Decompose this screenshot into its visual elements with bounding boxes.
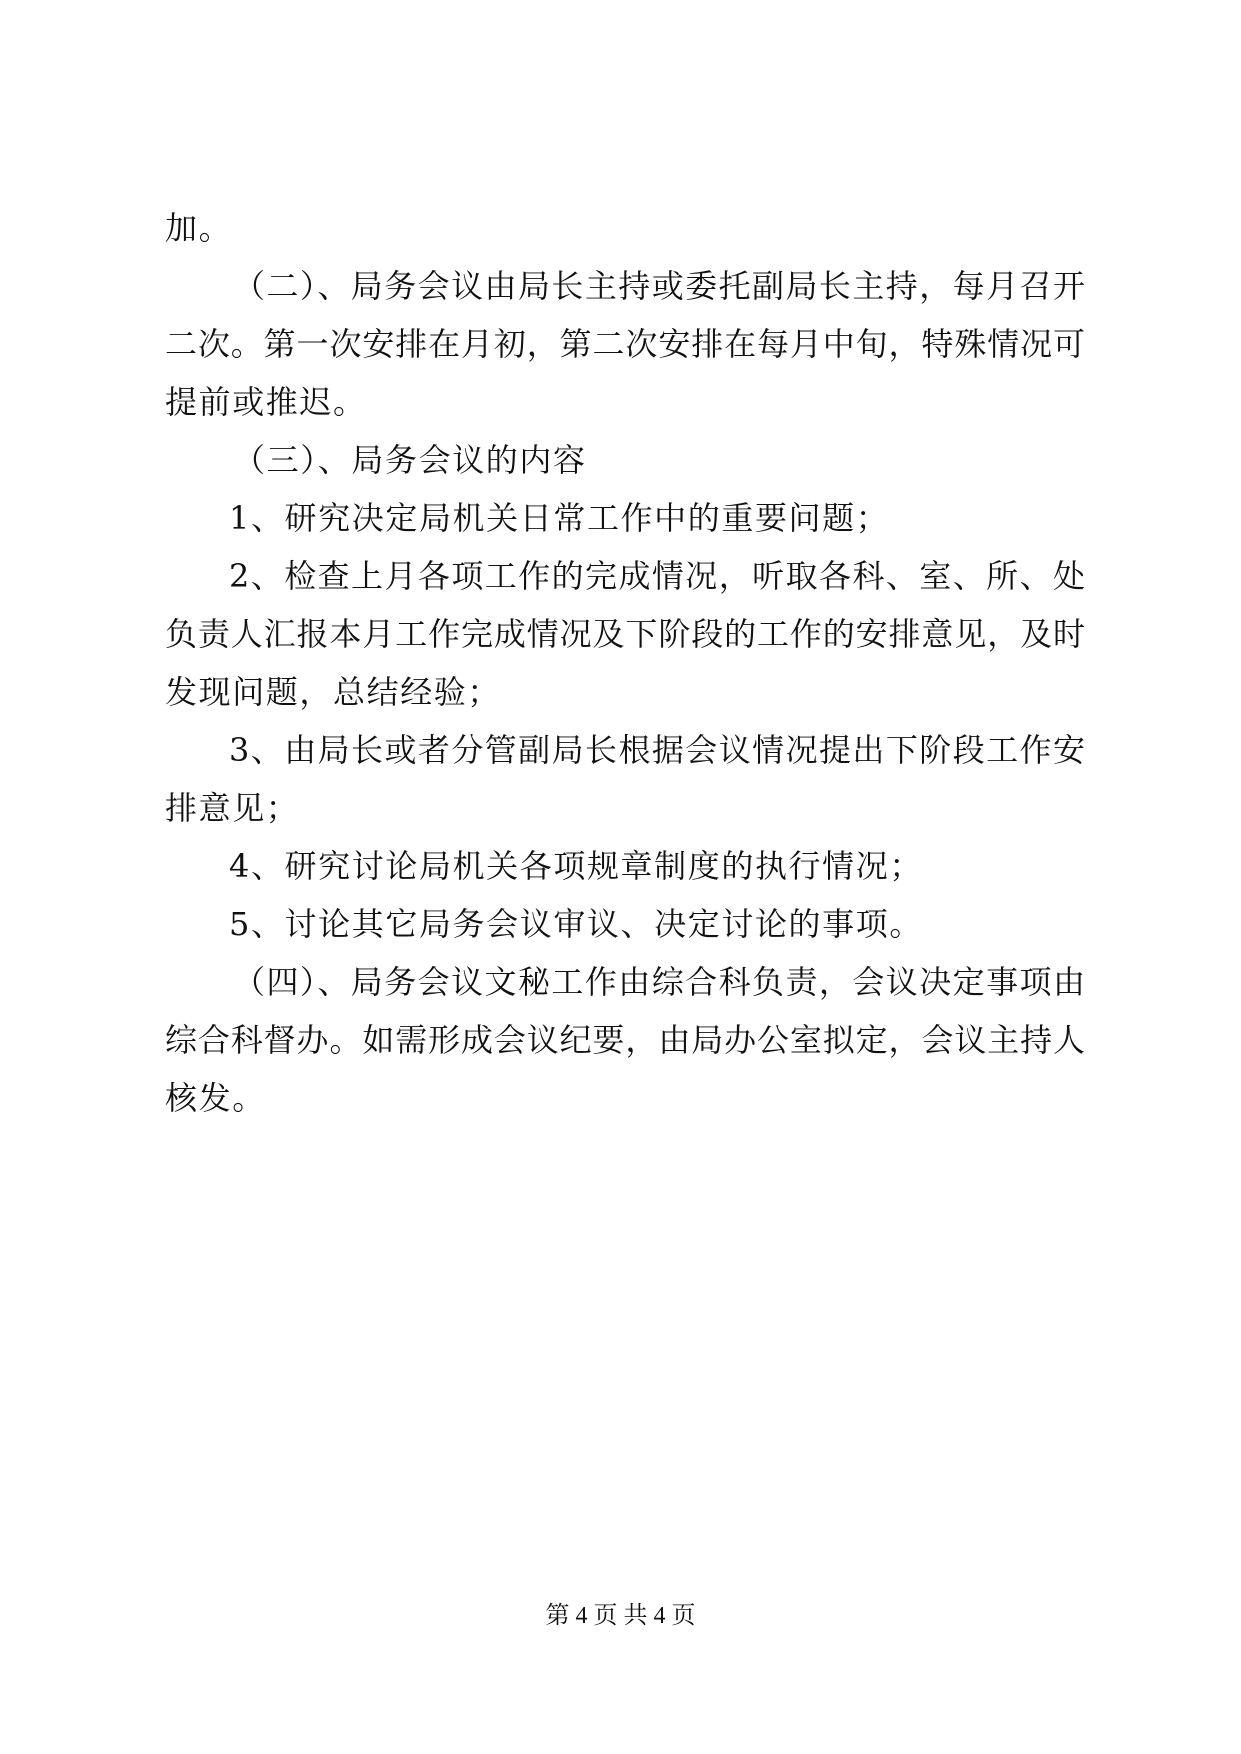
paragraph-line: 发现问题，总结经验； (165, 673, 502, 711)
paragraph-line: （四）、局务会议文秘工作由综合科负责，会议决定事项由 (233, 963, 1085, 1001)
list-item: 1、研究决定局机关日常工作中的重要问题； (229, 499, 890, 537)
paragraph-line: （二）、局务会议由局长主持或委托副局长主持，每月召开 (233, 267, 1085, 305)
paragraph-line: 二次。第一次安排在月初，第二次安排在每月中旬，特殊情况可 (165, 325, 1085, 363)
section-heading: （三）、局务会议的内容 (233, 441, 587, 479)
paragraph-line: 负责人汇报本月工作完成情况及下阶段的工作的安排意见，及时 (165, 615, 1085, 653)
list-item: 5、讨论其它局务会议审议、决定讨论的事项。 (229, 905, 923, 943)
paragraph-line: 核发。 (165, 1079, 266, 1117)
list-item: 4、研究讨论局机关各项规章制度的执行情况； (229, 847, 923, 885)
page-number-footer: 第 4 页 共 4 页 (545, 1603, 696, 1629)
list-item: 2、检查上月各项工作的完成情况，听取各科、室、所、处 (229, 557, 1085, 595)
paragraph-line: 提前或推迟。 (165, 383, 367, 421)
paragraph-line: 排意见； (165, 789, 300, 827)
paragraph-line: 加。 (165, 209, 233, 247)
paragraph-line: 综合科督办。如需形成会议纪要，由局办公室拟定，会议主持人 (165, 1021, 1085, 1059)
list-item: 3、由局长或者分管副局长根据会议情况提出下阶段工作安 (229, 731, 1085, 769)
